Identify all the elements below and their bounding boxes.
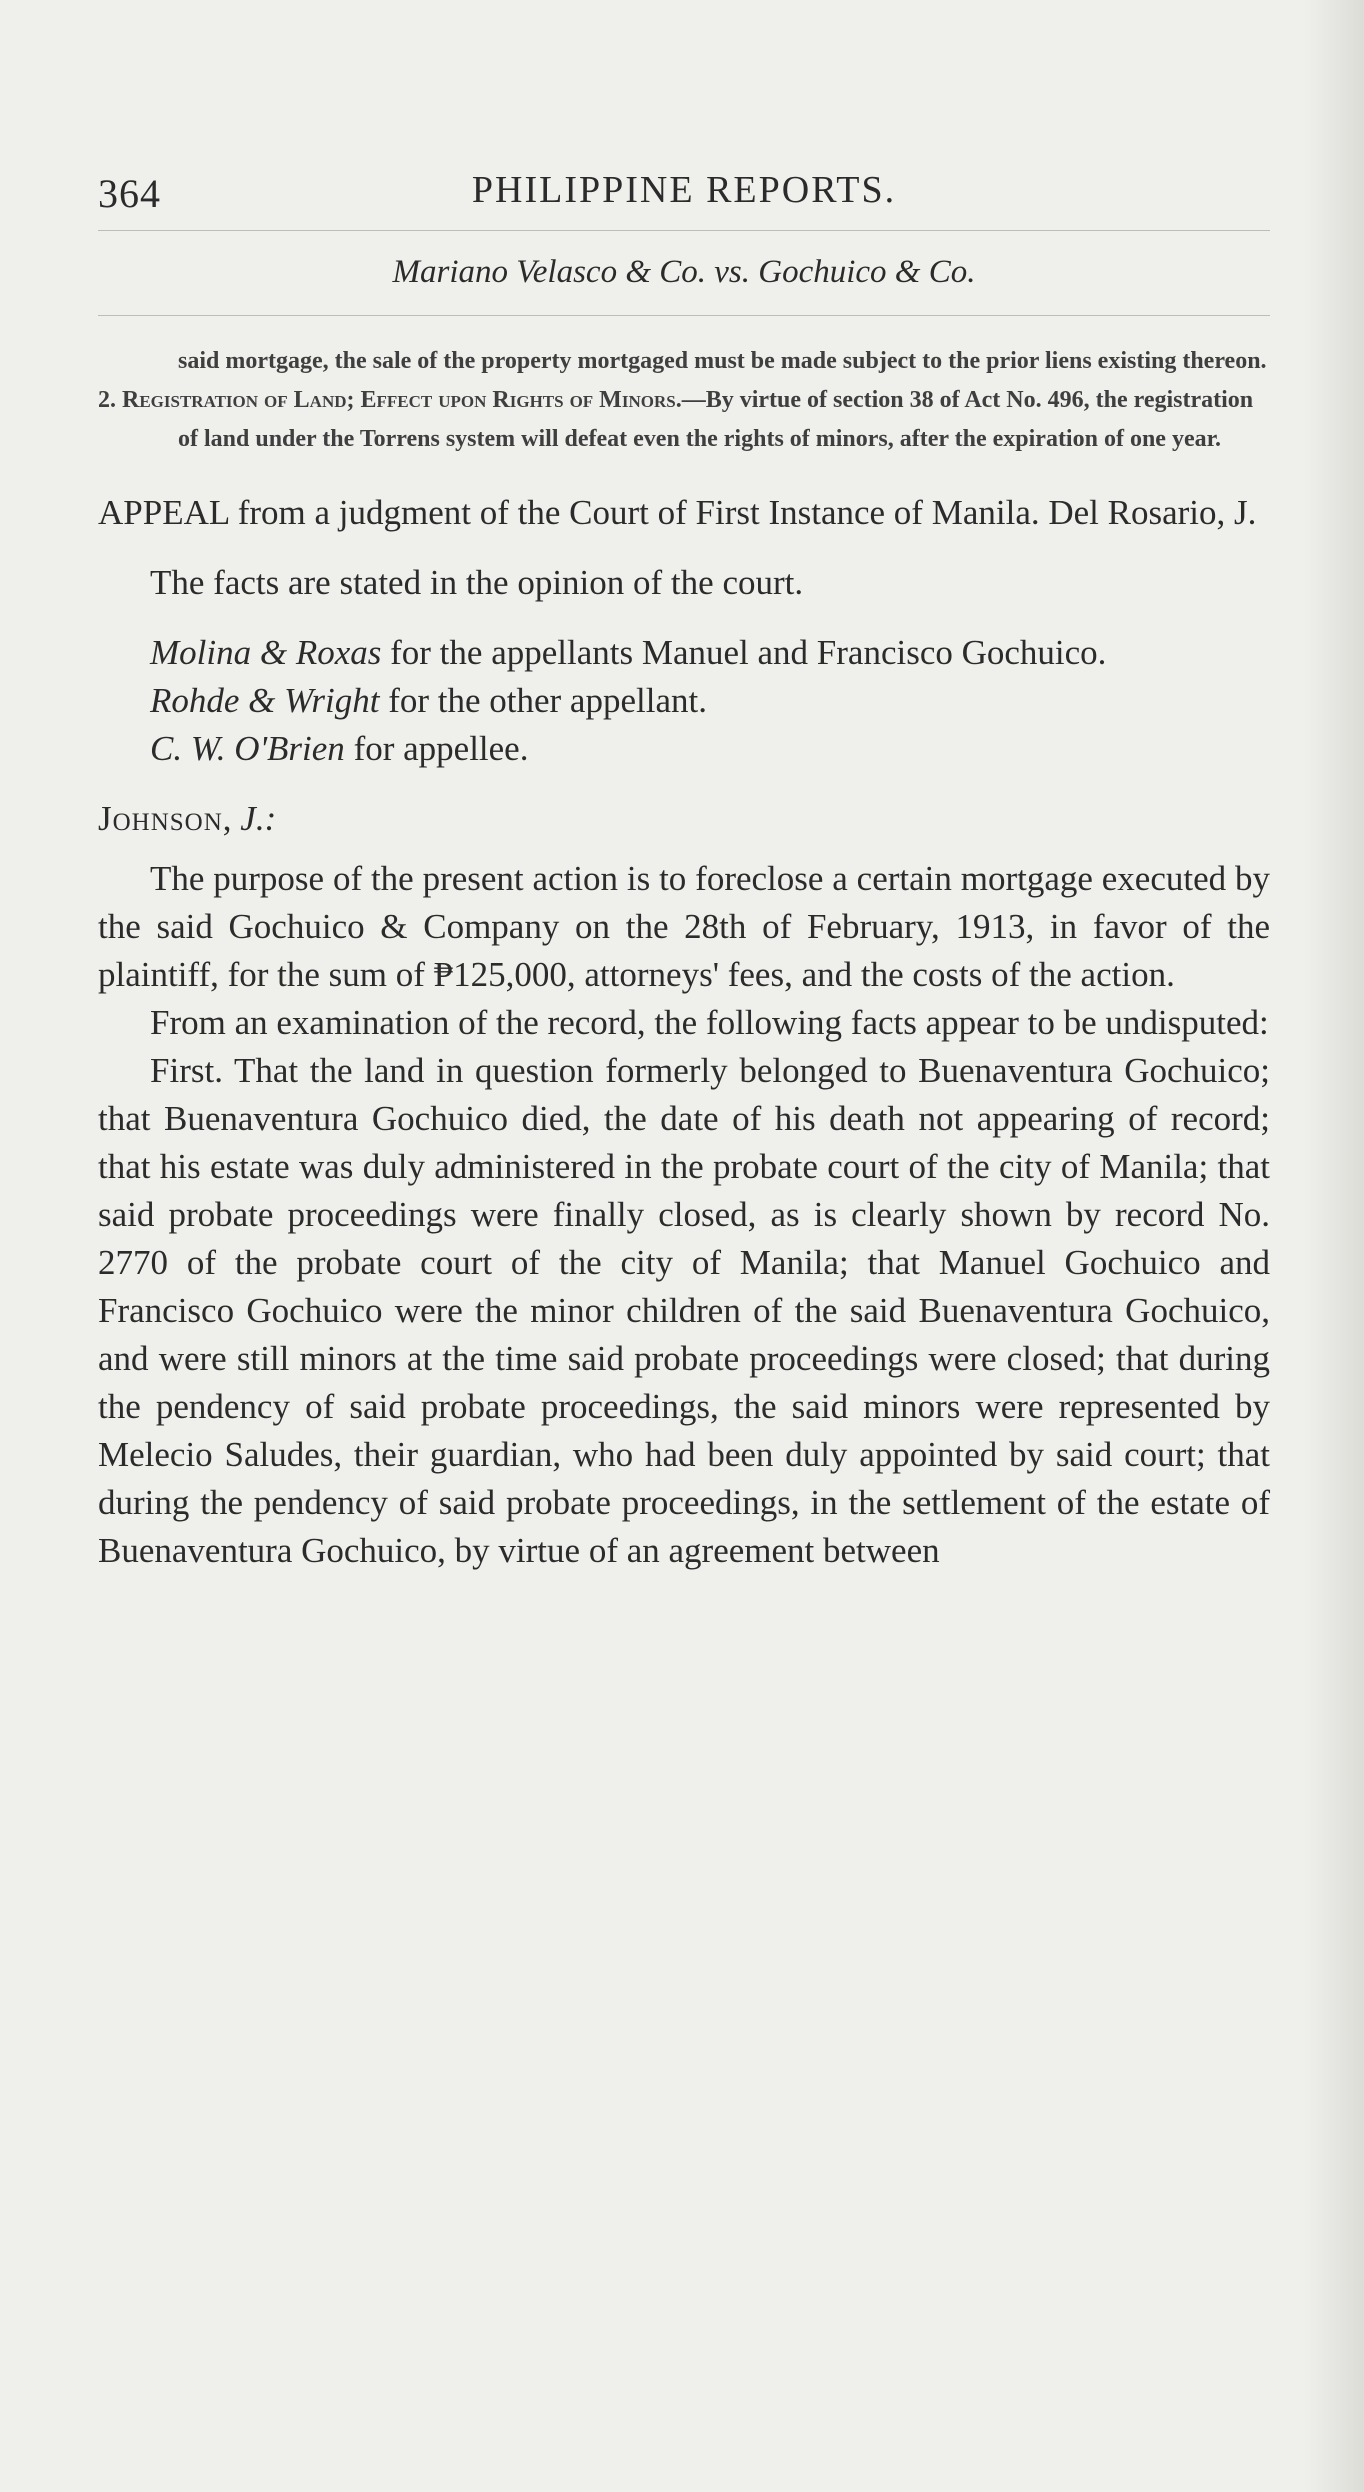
page-number: 364	[98, 171, 161, 216]
running-head	[98, 150, 1270, 214]
headnote-continuation: said mortgage, the sale of the property mortgaged must be made subject to the prior liens existing thereon.	[178, 348, 1267, 374]
opinion-paragraph-1: The purpose of the present action is to foreclose a certain mortgage executed by the said Gochuico & Company on the 28th of February, 1913, in favor of the plaintiff, for the sum of ₱125,000, attorneys' fees, and the costs of the action.	[98, 859, 1270, 994]
counsel-1-name: Molina & Roxas	[150, 633, 382, 672]
counsel-1	[98, 629, 1270, 677]
counsel-3	[98, 725, 1270, 773]
facts-statement: The facts are stated in the opinion of the court.	[150, 563, 804, 602]
header-rule	[98, 230, 1270, 231]
case-title: Mariano Velasco & Co. vs. Gochuico & Co.	[392, 254, 976, 290]
counsel-2-name: Rohde & Wright	[150, 681, 380, 720]
headnote-heading-b: Effect upon Rights of Minors	[360, 387, 676, 413]
case-title-rule	[98, 315, 1270, 316]
headnote-number: 2.	[98, 387, 116, 413]
opinion-paragraph-3: First. That the land in question formerly belonged to Buenaventura Gochuico; that Buenaventura Gochuico died, the date of his death not appearing of record; that his estate was duly administered in the probate court of the city of Manila; that said probate proceedings were finally closed, as is clearly shown by record No. 2770 of the probate court of the city of Manila; that Manuel Gochuico and Francisco Gochuico were the minor children of the said Buenaventura Gochuico, and were still minors at the time said probate proceedings were closed; that during the pendency of said probate proceedings, the said minors were represented by Melecio Saludes, their guardian, who had been duly appointed by said court; that during the pendency of said probate proceedings, in the settlement of the estate of Buenaventura Gochuico, by virtue of an agreement between	[98, 1051, 1270, 1570]
body-text	[98, 489, 1270, 1575]
appeal-text: APPEAL from a judgment of the Court of First Instance of Manila.	[98, 493, 1040, 532]
counsel-2	[98, 677, 1270, 725]
opinion-author: Johnson	[98, 799, 223, 838]
counsel-3-name: C. W. O'Brien	[150, 729, 345, 768]
headnote-text: By virtue of section 38 of Act No. 496, the registration of land under the Torrens system will defeat even the rights of minors, after the expiration of one year.	[178, 387, 1254, 452]
headnote-heading-a: Registration of Land	[122, 387, 347, 413]
counsel-3-role: for appellee.	[353, 729, 529, 768]
appeal-judge: Del Rosario, J.	[1048, 493, 1257, 532]
opinion-author-line: Johnson, J.:	[98, 799, 277, 838]
opinion-paragraph-2: From an examination of the record, the following facts appear to be undisputed:	[150, 1003, 1269, 1042]
book-page	[98, 150, 1270, 1575]
opinion-author-title: J.:	[240, 799, 277, 838]
report-title: PHILIPPINE REPORTS.	[471, 169, 897, 211]
headnote-2: 2. Registration of Land; Effect upon Rights of Minors.—By virtue of section 38 of Act No. 496, the registration of land under the Torrens system will defeat even the rights of minors, after the expiration of one year.	[98, 387, 1254, 452]
page-edge-shadow	[1304, 0, 1364, 2492]
headnotes	[98, 342, 1270, 459]
appeal-statement	[98, 489, 1270, 537]
counsel-2-role: for the other appellant.	[388, 681, 707, 720]
counsel-1-role: for the appellants Manuel and Francisco Gochuico.	[390, 633, 1107, 672]
